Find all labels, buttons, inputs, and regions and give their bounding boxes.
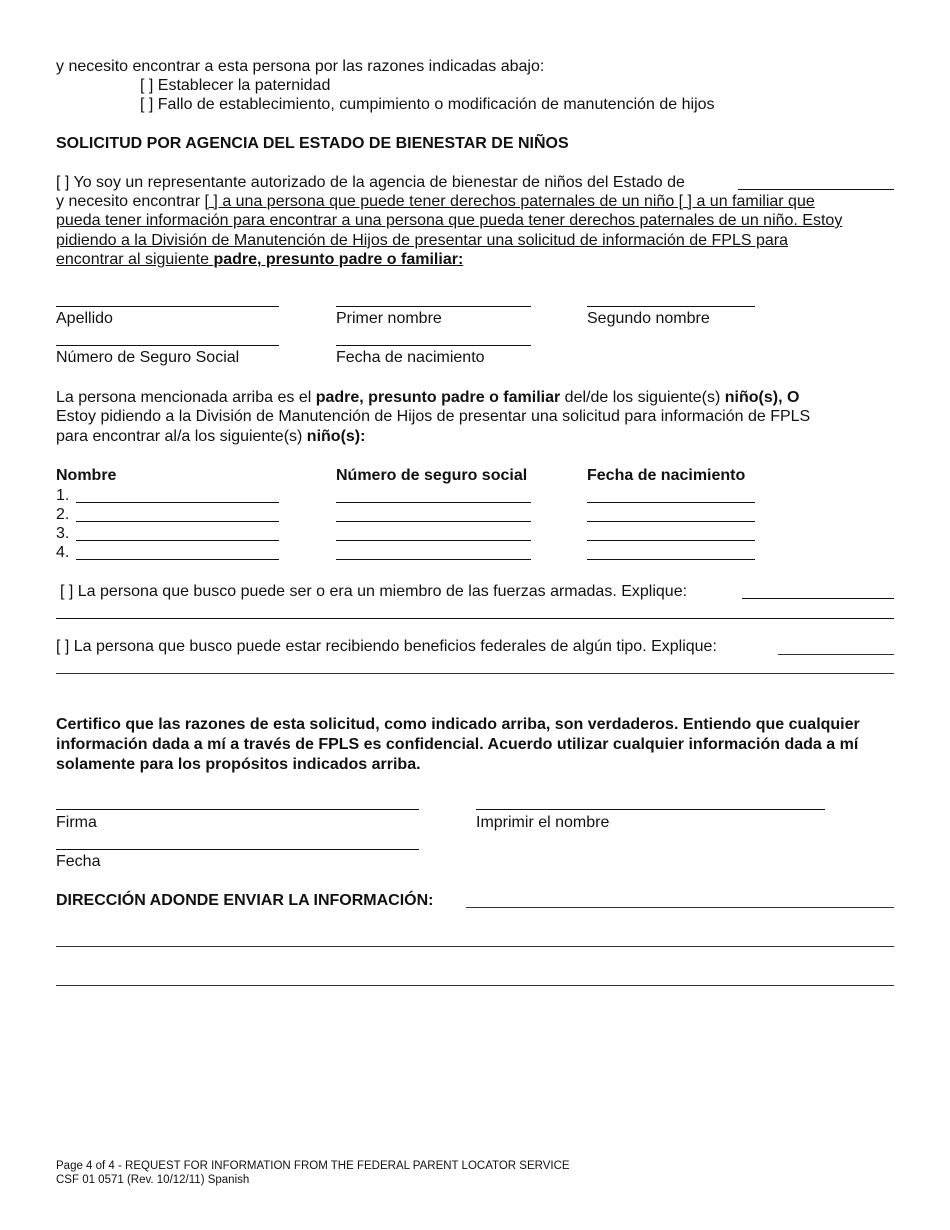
- certification-line-1: Certifico que las razones de esta solicitud, como indicado arriba, son verdaderos. Entiendo que cualquier: [56, 716, 860, 733]
- first-name-label: Primer nombre: [336, 310, 442, 327]
- address-label: DIRECCIÓN ADONDE ENVIAR LA INFORMACIÓN:: [56, 892, 434, 909]
- agency-line-5-lead: encontrar al siguiente: [56, 251, 214, 268]
- date-label: Fecha: [56, 853, 101, 870]
- children-intro-text: La persona mencionada arriba es el: [56, 389, 316, 406]
- agency-line-2: [56, 192, 896, 211]
- child-name-input-line[interactable]: [76, 559, 279, 560]
- state-input-line[interactable]: [738, 189, 894, 190]
- children-header-dob: Fecha de nacimiento: [587, 467, 746, 484]
- date-input-line[interactable]: [56, 849, 419, 850]
- federal-benefits-checkbox[interactable]: [ ] La persona que busco puede estar recibiendo beneficios federales de algún tipo. Explique:: [56, 638, 717, 655]
- children-intro-bold: niño(s):: [306, 428, 366, 445]
- children-intro-bold: padre, presunto padre o familiar: [315, 389, 561, 406]
- print-name-input-line[interactable]: [476, 809, 825, 810]
- child-dob-input-line[interactable]: [587, 502, 755, 503]
- military-explain-input-line-2[interactable]: [56, 618, 894, 619]
- ssn-label: Número de Seguro Social: [56, 349, 240, 366]
- child-dob-input-line[interactable]: [587, 559, 755, 560]
- agency-line-4: pidiendo a la División de Manutención de Hijos de presentar una solicitud de información de FPLS para: [56, 232, 788, 249]
- military-checkbox[interactable]: [ ] La persona que busco puede ser o era un miembro de las fuerzas armadas. Explique:: [60, 583, 688, 600]
- military-explain-input-line[interactable]: [742, 598, 894, 599]
- last-name-label: Apellido: [56, 310, 113, 327]
- address-input-line-2[interactable]: [56, 946, 894, 947]
- agency-line-2-lead: y necesito encontrar: [56, 193, 205, 210]
- footer-page-info: Page 4 of 4 - REQUEST FOR INFORMATION FROM THE FEDERAL PARENT LOCATOR SERVICE: [56, 1160, 570, 1172]
- intro-line: y necesito encontrar a esta persona por las razones indicadas abajo:: [56, 58, 545, 75]
- reason-support-checkbox[interactable]: [ ] Fallo de establecimiento, cumpimiento o modificación de manutención de hijos: [140, 96, 715, 113]
- print-name-label: Imprimir el nombre: [476, 814, 610, 831]
- child-dob-input-line[interactable]: [587, 540, 755, 541]
- address-input-line-1[interactable]: [466, 907, 894, 908]
- child-name-input-line[interactable]: [76, 502, 279, 503]
- child-row-number: 3.: [56, 525, 70, 542]
- child-name-input-line[interactable]: [76, 540, 279, 541]
- signature-label: Firma: [56, 814, 97, 831]
- agency-line-2-options[interactable]: [ ] a una persona que puede tener derechos paternales de un niño [ ] a un familiar que: [204, 193, 815, 210]
- last-name-input-line[interactable]: [56, 306, 279, 307]
- child-ssn-input-line[interactable]: [336, 540, 531, 541]
- agency-representative-checkbox[interactable]: [ ] Yo soy un representante autorizado de la agencia de bienestar de niños del Estado de: [56, 174, 685, 191]
- federal-explain-input-line[interactable]: [778, 654, 894, 655]
- signature-input-line[interactable]: [56, 809, 419, 810]
- dob-label: Fecha de nacimiento: [336, 349, 485, 366]
- child-ssn-input-line[interactable]: [336, 521, 531, 522]
- certification-line-2: información dada a mí a través de FPLS es confidencial. Acuerdo utilizar cualquier información dada a mí: [56, 736, 859, 753]
- children-intro-text: para encontrar al/a los siguiente(s): [56, 428, 307, 445]
- address-input-line-3[interactable]: [56, 985, 894, 986]
- footer-form-number: CSF 01 0571 (Rev. 10/12/11) Spanish: [56, 1174, 250, 1186]
- certification-line-3: solamente para los propósitos indicados arriba.: [56, 756, 421, 773]
- children-header-name: Nombre: [56, 467, 117, 484]
- ssn-input-line[interactable]: [56, 345, 279, 346]
- agency-section-heading: SOLICITUD POR AGENCIA DEL ESTADO DE BIENESTAR DE NIÑOS: [56, 135, 569, 152]
- agency-line-3: pueda tener información para encontrar a una persona que pueda tener derechos paternales de un niño. Estoy: [56, 212, 843, 229]
- child-dob-input-line[interactable]: [587, 521, 755, 522]
- child-ssn-input-line[interactable]: [336, 502, 531, 503]
- child-row-number: 2.: [56, 506, 70, 523]
- children-header-ssn: Número de seguro social: [336, 467, 528, 484]
- federal-explain-input-line-2[interactable]: [56, 673, 894, 674]
- children-intro-bold: niño(s), O: [724, 389, 800, 406]
- child-name-input-line[interactable]: [76, 521, 279, 522]
- child-row-number: 1.: [56, 487, 70, 504]
- child-ssn-input-line[interactable]: [336, 559, 531, 560]
- agency-line-5-bold: padre, presunto padre o familiar:: [213, 251, 464, 268]
- middle-name-label: Segundo nombre: [587, 310, 710, 327]
- reason-paternity-checkbox[interactable]: [ ] Establecer la paternidad: [140, 77, 331, 94]
- children-intro-line-2: Estoy pidiendo a la División de Manutención de Hijos de presentar una solicitud para información de FPLS: [56, 408, 811, 425]
- children-intro-text: del/de los siguiente(s): [560, 389, 725, 406]
- children-intro-line-3: [56, 427, 896, 446]
- first-name-input-line[interactable]: [336, 306, 531, 307]
- children-intro-line-1: [56, 388, 896, 407]
- agency-line-5: [56, 250, 896, 269]
- child-row-number: 4.: [56, 544, 70, 561]
- dob-input-line[interactable]: [336, 345, 531, 346]
- middle-name-input-line[interactable]: [587, 306, 755, 307]
